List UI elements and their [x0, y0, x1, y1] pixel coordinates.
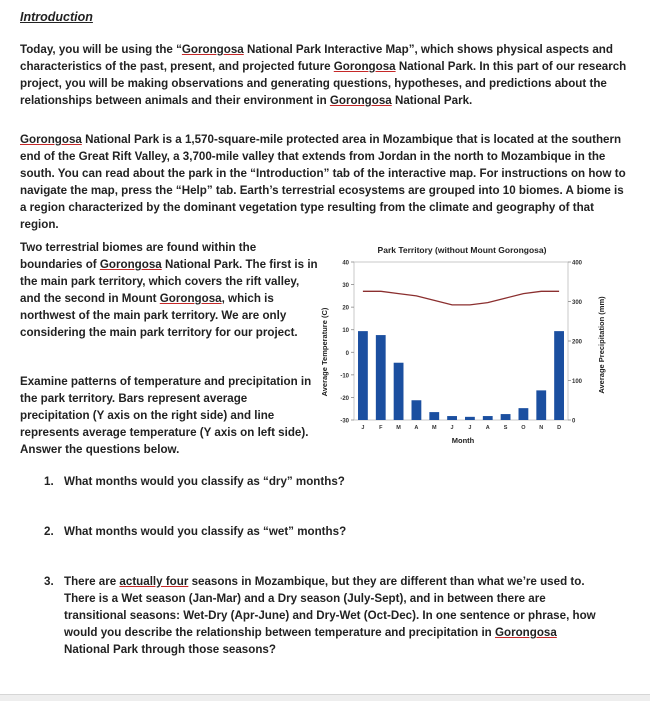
p1-text-e: National Park. In this part of our research project, you will be making observations and generating questions, hypotheses, and predictions about the relationships between animals and their environment in: [20, 60, 627, 107]
precipitation-bar: [358, 331, 368, 420]
month-tick-label: M: [396, 425, 401, 431]
precipitation-bar: [429, 412, 439, 420]
month-tick-label: J: [450, 425, 454, 431]
question-text: What months would you classify as “dry” months?: [64, 475, 345, 488]
p1-text-d: Gorongosa: [333, 60, 396, 73]
precipitation-bar: [394, 363, 404, 420]
left-axis-tick-label: 0: [345, 350, 349, 357]
q3-text-d: Gorongosa: [494, 626, 557, 639]
question-text: What months would you classify as “wet” months?: [64, 525, 347, 538]
right-axis-tick-label: 200: [572, 339, 583, 346]
climate-chart: [312, 242, 612, 454]
chart-right-axis-label: Average Precipitation (mm): [597, 296, 606, 394]
climate-chart-svg: [312, 242, 612, 454]
left-axis-tick-label: -10: [340, 373, 349, 380]
month-tick-label: J: [468, 425, 472, 431]
p1-text-c: National Park Interactive Map”, which shows physical aspects and characteristics of the past, present, and projected future: [20, 43, 613, 73]
month-tick-label: A: [414, 425, 419, 431]
right-axis-tick-label: 300: [572, 300, 583, 306]
q3-text-a: There are: [64, 575, 120, 588]
p1-text-f: Gorongosa: [329, 94, 392, 107]
right-axis-tick-label: 400: [572, 260, 583, 267]
month-tick-label: S: [503, 425, 508, 431]
left-axis-tick-label: 30: [342, 283, 349, 290]
chart-left-axis-label: Average Temperature (C): [320, 307, 329, 397]
question-number: 3.: [44, 575, 54, 588]
p2-text-b: National Park is a 1,570-square-mile protected area in Mozambique that is located at the southern end of the Great Rift Valley, a 3,700-mile valley that extends from Jordan in the north to Mozambique in the south. You can read about the park in the “Introduction” tab of the interactive map. For instructions on how to navigate the map, press the “Help” tab. Earth’s terrestrial ecosystems are grouped into 10 biomes. A biome is a region characterized by the dominant vegetation type resulting from the climate and geography of that region.: [20, 133, 626, 231]
precipitation-bar: [519, 408, 529, 420]
precipitation-bar: [412, 400, 422, 420]
precipitation-bar: [376, 335, 386, 420]
month-tick-label: D: [557, 425, 562, 431]
q3-text-c: seasons in Mozambique, but they are different than what we’re used to. There is a Wet season (Jan-Mar) and a Dry season (July-Sept), and in between there are transitional seasons: Wet-Dry (Apr-June) and Dry-Wet (Oct-Dec). In one sentence or phrase, how would you describe the relationship between temperature and precipitation in: [64, 575, 596, 639]
chart-x-axis-label: Month: [451, 436, 475, 445]
month-tick-label: O: [521, 425, 526, 431]
month-tick-label: N: [539, 425, 544, 431]
month-tick-label: F: [379, 425, 383, 431]
precipitation-bar: [554, 331, 564, 420]
chart-frame: [354, 262, 568, 420]
question-number: 2.: [44, 525, 54, 538]
chart-plot-area: [340, 261, 582, 432]
p3-text-b: Gorongosa: [99, 258, 162, 271]
left-axis-tick-label: -30: [340, 418, 349, 425]
precipitation-bar: [536, 390, 546, 420]
left-axis-tick-label: 40: [342, 260, 349, 267]
chart-instructions-paragraph: Examine patterns of temperature and precipitation in the park territory. Bars represent average precipitation (Y axis on the right side) and line represents average temperature (Y axis on left side). Answer the questions below.: [20, 375, 312, 456]
section-heading: Introduction: [20, 10, 93, 24]
p1-text-b: Gorongosa: [181, 43, 244, 56]
precipitation-bar: [465, 417, 475, 420]
right-axis-tick-label: 100: [572, 379, 583, 385]
q3-text-e: National Park through those seasons?: [64, 643, 276, 656]
p3-text-e: , which is northwest of the main park territory. We are only considering the main park territory for our project.: [20, 292, 298, 339]
precipitation-bar: [483, 416, 493, 420]
p3-text-a: Two terrestrial biomes are found within the boundaries of: [20, 241, 257, 271]
month-tick-label: M: [431, 425, 437, 431]
question-number: 1.: [44, 475, 54, 488]
p2-text-a: Gorongosa: [20, 133, 82, 146]
q3-text-b: actually four: [119, 575, 189, 588]
p1-text-a: Today, you will be using the “: [20, 43, 182, 56]
intro-paragraph: [20, 41, 632, 109]
p1-text-g: National Park.: [391, 94, 473, 107]
left-axis-tick-label: -20: [340, 395, 349, 402]
month-tick-label: J: [361, 425, 365, 431]
right-axis-tick-label: 0: [572, 418, 576, 425]
precipitation-bar: [501, 414, 511, 420]
p3-text-c: National Park. The first is in the main park territory, which covers the rift valley, and the second in Mount: [20, 258, 318, 305]
question-text: [64, 573, 604, 658]
month-tick-label: A: [485, 425, 490, 431]
p3-text-d: Gorongosa: [159, 292, 222, 305]
left-axis-tick-label: 20: [342, 305, 349, 312]
chart-title: Park Territory (without Mount Gorongosa): [377, 245, 547, 255]
park-description-paragraph: [20, 131, 632, 233]
left-axis-tick-label: 10: [342, 328, 349, 335]
precipitation-bar: [447, 416, 457, 420]
biomes-paragraph: [20, 239, 320, 341]
